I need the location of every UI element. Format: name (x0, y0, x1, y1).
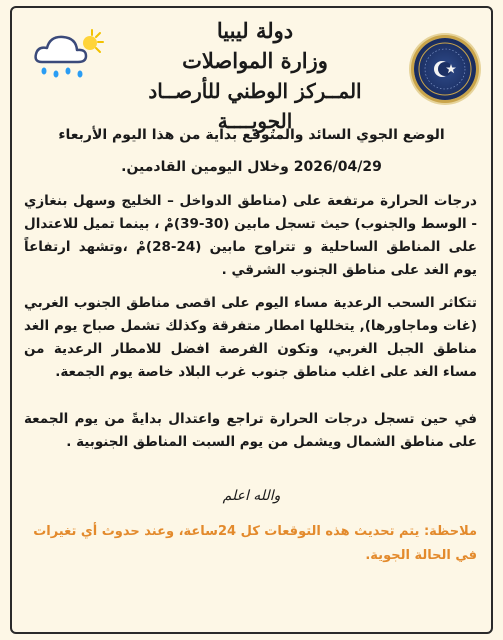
center-title: المــركز الوطني للأرصــاد الجويــــة (148, 79, 362, 133)
update-note: ملاحظة: يتم تحديث هذه التوقعات كل 24ساعة، وعند حدوث أي تغيرات في الحالة الجوية. (33, 524, 477, 563)
ministry-title: وزارة المواصلات (182, 48, 328, 73)
thunderstorm-paragraph: تتكاثر السحب الرعدية مساء اليوم على اقصى مناطق الجنوب الغربي (غات وماجاورها), يتخللها امطار متفرقة وكذلك تشمل صباح يوم الغد مناطق الجبل الغربي، وتكون الفرصة افضل للامطار الرعدية من مساء الغد على اغلب مناطق جنوب غرب البلاد خاصة يوم الجمعة. (24, 295, 477, 380)
country-title: دولة ليبيا (216, 18, 294, 43)
ministry-header (110, 16, 400, 136)
forecast-subtitle: الوضع الجوي السائد والمتوقع بداية من هذا اليوم الأربعاء (58, 127, 445, 143)
closing-signature: والله اعلم (222, 488, 281, 504)
cooling-paragraph: في حين تسجل درجات الحرارة تراجع واعتدال بدايةً من يوم الجمعة على مناطق الشمال ويشمل من يوم السبت المناطق الجنوبية . (24, 411, 477, 450)
forecast-date: 2026/04/29 وخلال اليومين القادمين. (121, 159, 382, 175)
temperature-paragraph: درجات الحرارة مرتفعة على (مناطق الدواخل – الخليج وسهل بنغازي - الوسط والجنوب) حيث تسجل مابين (30-39)مْ ، بينما تميل للاعتدال على المناطق الساحلية و تتراوح مابين (24-28)مْ ،وتشهد ارتفاعاً يوم الغد على مناطق الجنوب الشرقي . (24, 193, 477, 278)
cloud-rain-sun-icon (30, 24, 110, 88)
libya-emblem-logo (414, 38, 476, 100)
